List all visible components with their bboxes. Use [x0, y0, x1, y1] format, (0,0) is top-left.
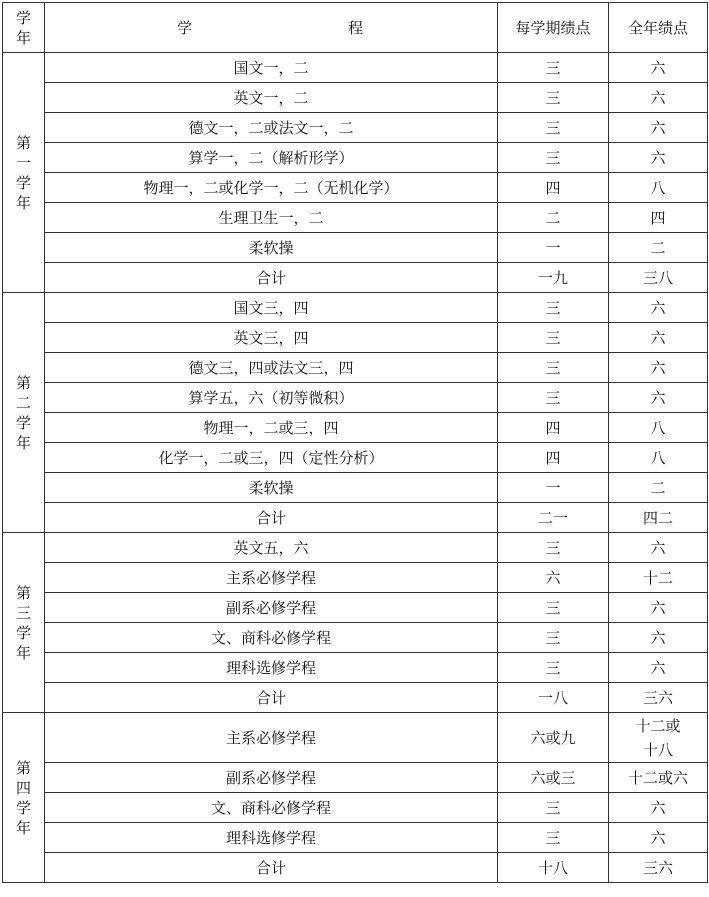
header-course-left: 学 [177, 18, 193, 37]
annual-credits-cell [609, 623, 708, 653]
table-row [3, 763, 708, 793]
table-row [3, 383, 708, 413]
annual-credits-text: 六 [650, 298, 666, 317]
annual-credits-cell [609, 653, 708, 683]
year-label-char: 年 [15, 433, 31, 452]
annual-credits-text: 六 [650, 798, 666, 817]
header-annual-credits: 全年绩点 [609, 3, 708, 53]
course-name-cell: 合计 [45, 853, 498, 883]
course-name-cell: 文、商科必修学程 [45, 793, 498, 823]
semester-credits-cell: 六或九 [498, 713, 609, 763]
table-row [3, 593, 708, 623]
semester-credits-cell: 四 [498, 173, 609, 203]
annual-credits-cell [609, 473, 708, 503]
header-course-right: 程 [347, 18, 363, 37]
annual-credits-text: 六 [650, 148, 666, 167]
semester-credits-cell: 三 [498, 623, 609, 653]
semester-credits-cell: 三 [498, 533, 609, 563]
annual-credits-text: 二 [650, 238, 666, 257]
year-label-cell [3, 53, 45, 293]
year-label-char: 第 [15, 583, 31, 602]
table-row [3, 713, 708, 763]
annual-credits-cell [609, 113, 708, 143]
annual-credits-text: 三六 [642, 688, 673, 707]
semester-credits-cell: 六 [498, 563, 609, 593]
semester-credits-cell: 三 [498, 143, 609, 173]
semester-credits-cell: 三 [498, 113, 609, 143]
annual-credits-cell [609, 143, 708, 173]
table-row [3, 353, 708, 383]
annual-credits-text: 八 [650, 418, 666, 437]
annual-credits-cell [609, 83, 708, 113]
table-row [3, 623, 708, 653]
table-row [3, 53, 708, 83]
table-row [3, 823, 708, 853]
year-label-char: 年 [15, 818, 31, 837]
header-year-cell [3, 3, 45, 53]
annual-credits-text: 六 [650, 538, 666, 557]
annual-credits-text: 六 [650, 628, 666, 647]
semester-credits-cell: 一 [498, 233, 609, 263]
course-name-cell: 德文一，二或法文一，二 [45, 113, 498, 143]
table-row [3, 473, 708, 503]
semester-credits-cell: 二一 [498, 503, 609, 533]
semester-credits-cell: 三 [498, 653, 609, 683]
course-name-cell: 副系必修学程 [45, 593, 498, 623]
semester-credits-cell: 三 [498, 53, 609, 83]
semester-credits-cell: 三 [498, 353, 609, 383]
course-name-cell: 理科选修学程 [45, 653, 498, 683]
annual-credits-cell [609, 793, 708, 823]
table-row [3, 113, 708, 143]
year-label-cell [3, 293, 45, 533]
semester-credits-cell: 六或三 [498, 763, 609, 793]
semester-credits-cell: 二 [498, 203, 609, 233]
table-row [3, 203, 708, 233]
course-name-cell: 算学五，六（初等微积） [45, 383, 498, 413]
semester-credits-cell: 十八 [498, 853, 609, 883]
table-row [3, 173, 708, 203]
year-label-char: 学 [15, 623, 31, 642]
semester-credits-cell: 三 [498, 383, 609, 413]
semester-credits-cell: 三 [498, 823, 609, 853]
annual-credits-text: 六 [650, 828, 666, 847]
table-row [3, 233, 708, 263]
annual-credits-cell [609, 353, 708, 383]
year-label-char: 第 [15, 133, 31, 152]
header-row [3, 3, 708, 53]
total-row [3, 503, 708, 533]
annual-credits-text: 八 [650, 178, 666, 197]
annual-credits-cell [609, 383, 708, 413]
annual-credits-cell [609, 203, 708, 233]
annual-credits-text: 六 [650, 358, 666, 377]
year-label-char: 三 [15, 603, 31, 622]
annual-credits-text: 六 [650, 658, 666, 677]
course-name-cell: 合计 [45, 683, 498, 713]
year-label-char: 年 [15, 193, 31, 212]
semester-credits-cell: 一八 [498, 683, 609, 713]
course-name-cell: 柔软操 [45, 473, 498, 503]
semester-credits-cell: 四 [498, 443, 609, 473]
annual-credits-cell [609, 823, 708, 853]
year-label-char: 学 [15, 798, 31, 817]
annual-credits-cell [609, 233, 708, 263]
annual-credits-cell [609, 503, 708, 533]
annual-credits-text: 六 [650, 88, 666, 107]
course-name-cell: 合计 [45, 503, 498, 533]
annual-credits-text: 十二或六 [627, 768, 688, 787]
table-row [3, 793, 708, 823]
course-name-cell: 德文三，四或法文三，四 [45, 353, 498, 383]
annual-credits-text: 六 [650, 58, 666, 77]
annual-credits-text: 二 [650, 478, 666, 497]
annual-credits-cell [609, 683, 708, 713]
table-row [3, 413, 708, 443]
course-name-cell: 英文三，四 [45, 323, 498, 353]
semester-credits-cell: 三 [498, 293, 609, 323]
total-row [3, 853, 708, 883]
header-course-cell [45, 3, 498, 53]
semester-credits-cell: 三 [498, 793, 609, 823]
table-row [3, 653, 708, 683]
header-year-char: 年 [15, 28, 31, 47]
year-label-cell [3, 533, 45, 713]
table-row [3, 293, 708, 323]
annual-credits-cell [609, 323, 708, 353]
table-row [3, 563, 708, 593]
annual-credits-text: 三六 [642, 858, 673, 877]
annual-credits-cell [609, 263, 708, 293]
annual-credits-text: 八 [650, 448, 666, 467]
semester-credits-cell: 四 [498, 413, 609, 443]
annual-credits-cell [609, 713, 708, 763]
semester-credits-cell: 三 [498, 83, 609, 113]
annual-credits-cell [609, 763, 708, 793]
year-label-char: 第 [15, 373, 31, 392]
curriculum-table [2, 2, 708, 883]
annual-credits-text: 十二或 [635, 716, 681, 735]
course-name-cell: 物理一，二或三，四 [45, 413, 498, 443]
annual-credits-cell [609, 853, 708, 883]
course-name-cell: 柔软操 [45, 233, 498, 263]
year-label-char: 学 [15, 173, 31, 192]
course-name-cell: 生理卫生一，二 [45, 203, 498, 233]
semester-credits-cell: 三 [498, 323, 609, 353]
year-label-char: 二 [15, 393, 31, 412]
course-name-cell: 副系必修学程 [45, 763, 498, 793]
annual-credits-text: 十八 [642, 740, 673, 759]
year-label-char: 年 [15, 643, 31, 662]
course-name-cell: 物理一，二或化学一，二（无机化学） [45, 173, 498, 203]
course-name-cell: 英文五，六 [45, 533, 498, 563]
header-semester-credits: 每学期绩点 [498, 3, 609, 53]
course-name-cell: 英文一，二 [45, 83, 498, 113]
year-label-char: 一 [15, 153, 31, 172]
annual-credits-text: 六 [650, 118, 666, 137]
course-name-cell: 国文三，四 [45, 293, 498, 323]
annual-credits-text: 四 [650, 208, 666, 227]
annual-credits-text: 四二 [642, 508, 673, 527]
annual-credits-cell [609, 563, 708, 593]
course-name-cell: 主系必修学程 [45, 713, 498, 763]
year-label-cell [3, 713, 45, 883]
semester-credits-cell: 一 [498, 473, 609, 503]
annual-credits-text: 六 [650, 388, 666, 407]
course-name-cell: 算学一，二（解析形学） [45, 143, 498, 173]
table-row [3, 143, 708, 173]
year-label-char: 学 [15, 413, 31, 432]
total-row [3, 683, 708, 713]
annual-credits-cell [609, 53, 708, 83]
table-row [3, 83, 708, 113]
annual-credits-text: 十二 [642, 568, 673, 587]
year-label-char: 四 [15, 778, 31, 797]
course-name-cell: 化学一，二或三，四（定性分析） [45, 443, 498, 473]
annual-credits-text: 六 [650, 598, 666, 617]
annual-credits-cell [609, 443, 708, 473]
course-name-cell: 国文一，二 [45, 53, 498, 83]
table-row [3, 533, 708, 563]
annual-credits-cell [609, 293, 708, 323]
total-row [3, 263, 708, 293]
curriculum-table-body [3, 3, 708, 883]
header-year-char: 学 [15, 8, 31, 27]
table-row [3, 323, 708, 353]
year-label-char: 第 [15, 758, 31, 777]
course-name-cell: 主系必修学程 [45, 563, 498, 593]
semester-credits-cell: 三 [498, 593, 609, 623]
course-name-cell: 合计 [45, 263, 498, 293]
annual-credits-text: 六 [650, 328, 666, 347]
annual-credits-cell [609, 593, 708, 623]
course-name-cell: 理科选修学程 [45, 823, 498, 853]
semester-credits-cell: 一九 [498, 263, 609, 293]
annual-credits-cell [609, 173, 708, 203]
annual-credits-cell [609, 533, 708, 563]
table-row [3, 443, 708, 473]
annual-credits-cell [609, 413, 708, 443]
annual-credits-text: 三八 [642, 268, 673, 287]
course-name-cell: 文、商科必修学程 [45, 623, 498, 653]
